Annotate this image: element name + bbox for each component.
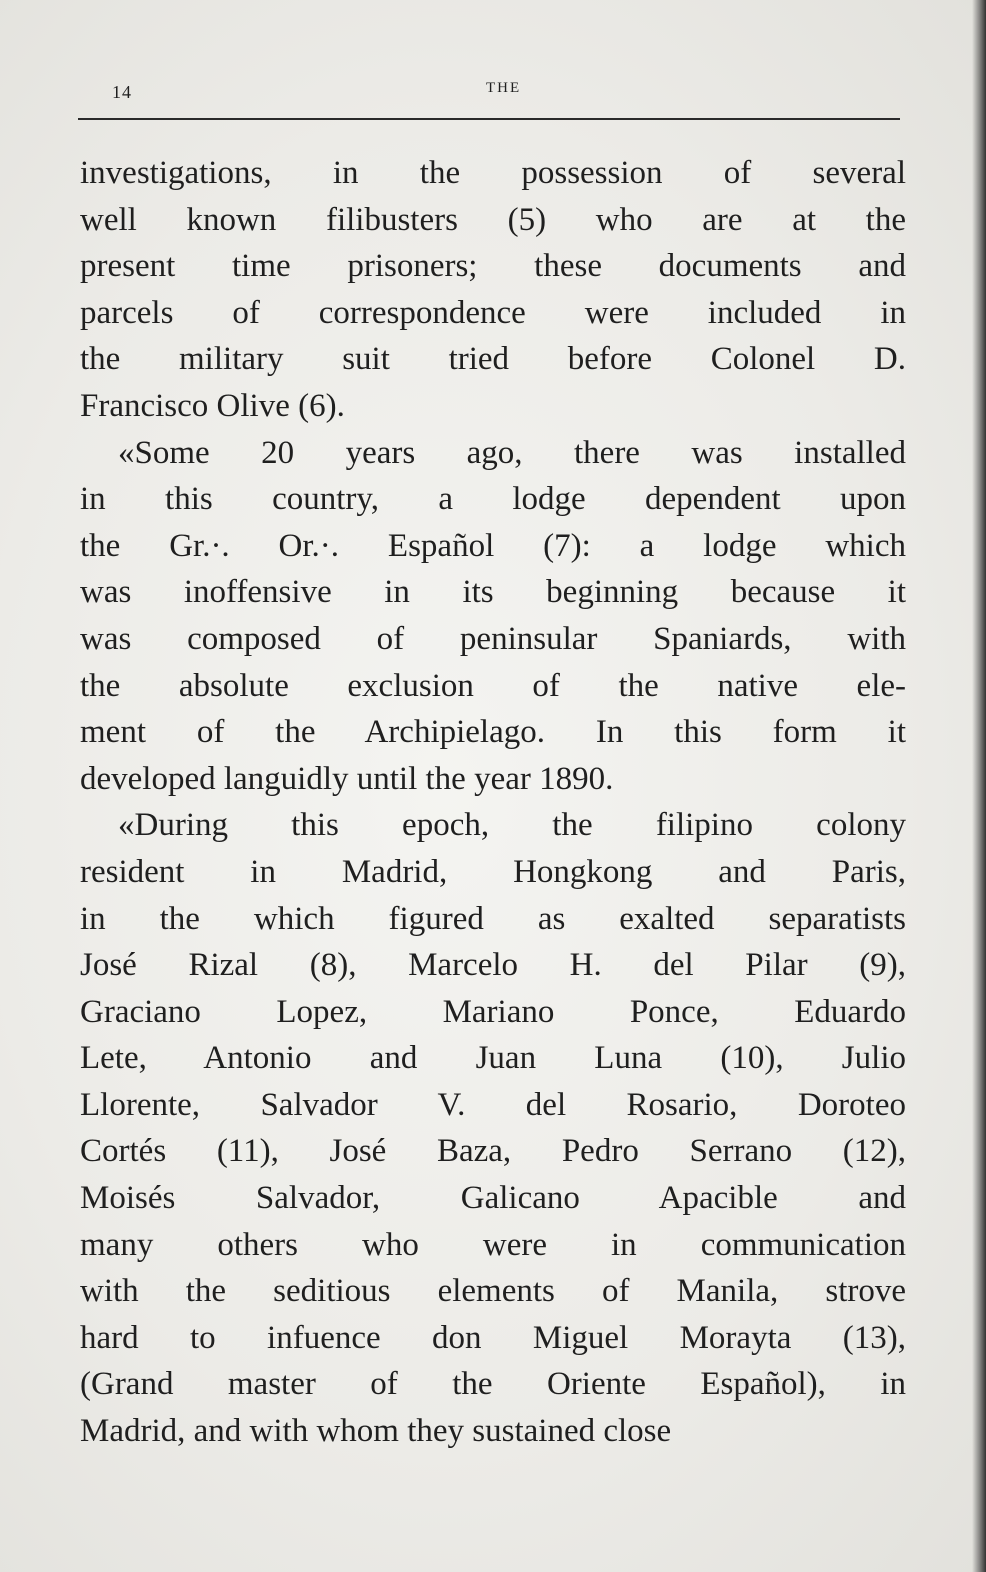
page-binding-shadow xyxy=(972,0,986,1572)
text-line: resident in Madrid, Hongkong and Paris, xyxy=(80,853,906,890)
text-line: Graciano Lopez, Mariano Ponce, Eduardo xyxy=(80,993,906,1030)
text-line: ment of the Archipielago. In this form it xyxy=(80,714,906,751)
text-line: Moisés Salvador, Galicano Apacible and xyxy=(80,1180,906,1217)
text-line: was inoffensive in its beginning because it xyxy=(80,574,906,611)
text-line: Llorente, Salvador V. del Rosario, Doroteo xyxy=(80,1086,906,1123)
text-line: José Rizal (8), Marcelo H. del Pilar (9), xyxy=(80,947,906,984)
text-line: Francisco Olive (6). xyxy=(80,387,345,424)
text-line: Lete, Antonio and Juan Luna (10), Julio xyxy=(80,1040,906,1077)
body-text xyxy=(80,150,906,1455)
paragraph-p2 xyxy=(80,430,906,803)
text-line: Madrid, and with whom they sustained close xyxy=(80,1413,672,1450)
text-line: investigations, in the possession of several xyxy=(80,155,906,191)
text-line: the Gr.·. Or.·. Español (7): a lodge which xyxy=(80,527,906,564)
text-line: Cortés (11), José Baza, Pedro Serrano (12), xyxy=(80,1133,906,1170)
text-line: with the seditious elements of Manila, strove xyxy=(80,1273,906,1310)
paragraph-p1 xyxy=(80,150,906,430)
text-line: in this country, a lodge dependent upon xyxy=(80,481,906,518)
text-line: many others who were in communication xyxy=(80,1226,906,1263)
text-line: (Grand master of the Oriente Español), in xyxy=(80,1366,906,1403)
running-title: THE xyxy=(486,80,522,96)
text-line: in the which figured as exalted separatists xyxy=(80,900,906,937)
page-number: 14 xyxy=(112,82,132,102)
page-header xyxy=(78,80,900,120)
paragraph-p3 xyxy=(80,802,906,1454)
text-line: was composed of peninsular Spaniards, with xyxy=(80,620,906,657)
text-line: developed languidly until the year 1890. xyxy=(80,760,614,797)
text-line: hard to infuence don Miguel Morayta (13), xyxy=(80,1319,906,1356)
text-line: the military suit tried before Colonel D. xyxy=(80,341,906,378)
text-line: «Some 20 years ago, there was installed xyxy=(118,434,906,471)
text-line: «During this epoch, the filipino colony xyxy=(118,807,906,844)
header-rule xyxy=(78,118,900,120)
text-line: the absolute exclusion of the native ele- xyxy=(80,667,906,704)
text-line: parcels of correspondence were included in xyxy=(80,294,906,331)
text-line: present time prisoners; these documents and xyxy=(80,248,906,285)
text-line: well known filibusters (5) who are at the xyxy=(80,201,906,238)
